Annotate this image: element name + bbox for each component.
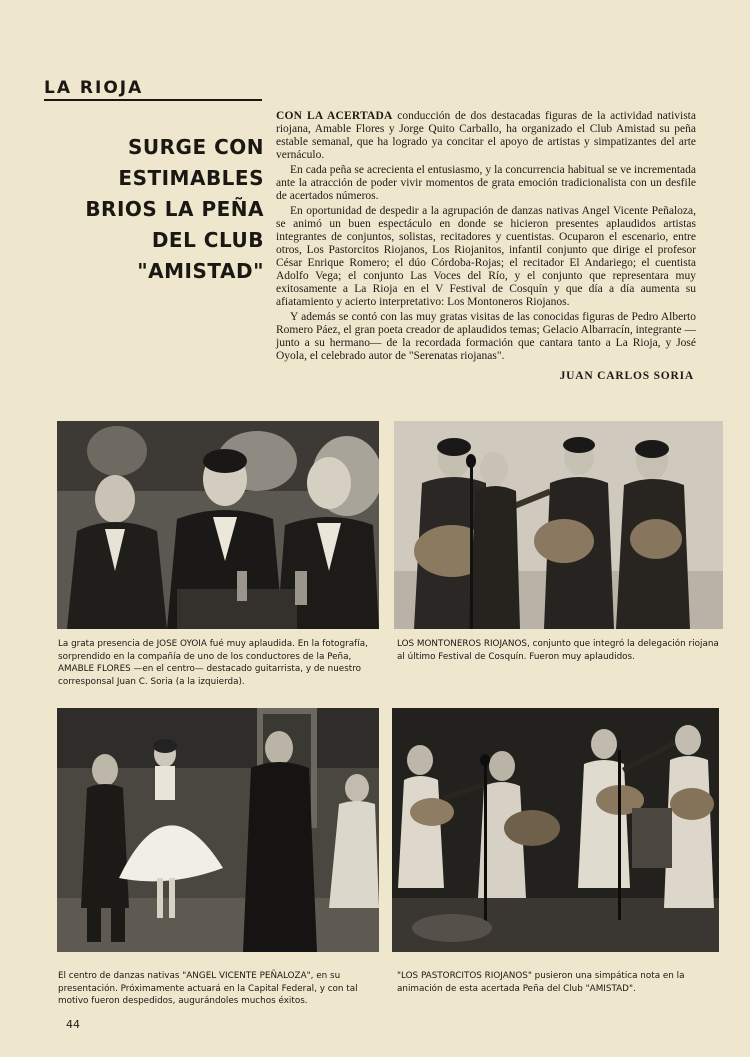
article-paragraph: Y además se contó con las muy gratas visitas de las conocidas figuras de Pedro Alberto Romero Páez, el gran poeta creador de aplaudidos temas; Gelacio Albarracín, integrante —junto a su hermano— de la recordada formación que cantara tanto a La Rioja, y José Oyola, el celebrado autor de "Serenatas riojanas". — [276, 311, 696, 362]
caption-photo-3: El centro de danzas nativas "ANGEL VICENTE PEÑALOZA", en su presentación. Próximamente actuará en la Capital Federal, y con tal motivo fueron despedidos, augurándoles muchos éxitos. — [58, 971, 358, 1006]
photo-oyola-flores — [57, 421, 379, 629]
section-divider — [44, 99, 262, 101]
article-paragraph: En cada peña se acrecienta el entusiasmo, y la concurrencia habitual se ve incrementada ante la atracción de poder vivir momentos de grata emoción tradicionalista con un desfile de acertados números. — [276, 164, 696, 202]
headline-line: SURGE CON — [127, 135, 264, 159]
headline-line: DEL CLUB — [151, 228, 264, 252]
page-number: 44 — [66, 1018, 80, 1031]
caption-photo-4: "LOS PASTORCITOS RIOJANOS" pusieron una simpática nota en la animación de esta acertada Peña del Club "AMISTAD". — [397, 971, 685, 994]
article-lead: CON LA ACERTADA — [276, 110, 393, 122]
headline-line: ESTIMABLES — [118, 166, 264, 190]
section-label: LA RIOJA — [44, 78, 144, 98]
byline: JUAN CARLOS SORIA — [559, 370, 694, 382]
headline-line: "AMISTAD" — [137, 259, 264, 283]
photo-danzas-penaloza — [57, 708, 379, 952]
article-paragraph-text: conducción de dos destacadas figuras de la actividad nativista riojana, Amable Flores y Jorge Quito Carballo, ha organizado el Club Amistad su peña estable semanal, que ha logrado ya concitar el apoyo de artistas y simpatizantes del arte vernáculo. — [276, 110, 696, 161]
photo-montoneros-riojanos — [394, 421, 723, 629]
headline — [60, 132, 264, 287]
article-body — [276, 110, 696, 365]
photo-pastorcitos-riojanos — [392, 708, 719, 952]
headline-line: BRIOS LA PEÑA — [85, 197, 264, 221]
article-paragraph: En oportunidad de despedir a la agrupación de danzas nativas Angel Vicente Peñaloza, se animó un buen espectáculo en donde se hicieron presentes aplaudidos artistas integrantes de conjuntos, solistas, recitadores y cuentistas. Ocuparon el escenario, entre otros, Los Pastorcitos Riojanos, Los Riojanitos, infantil conjunto que dirige el profesor César Enrique Romero; el dúo Córdoba-Rojas; el recitador El Andariego; el cuentista Adolfo Vega; el conjunto Las Voces del Río, y el conjunto que representara muy exitosamente a La Rioja en el V Festival de Cosquín y que día a día aumenta su afiatamiento y acierto interpretativo: Los Montoneros Riojanos. — [276, 205, 696, 308]
article-paragraph — [276, 110, 696, 162]
caption-photo-1: La grata presencia de JOSE OYOIA fué muy aplaudida. En la fotografía, sorprendido en la compañía de uno de los conductores de la Peña, AMABLE FLORES —en el centro— destacado guitarrista, y de nuestro corresponsal Juan C. Soria (a la izquierda). — [58, 639, 368, 687]
caption-photo-2: LOS MONTONEROS RIOJANOS, conjunto que integró la delegación riojana al último Festival de Cosquín. Fueron muy aplaudidos. — [397, 639, 719, 662]
